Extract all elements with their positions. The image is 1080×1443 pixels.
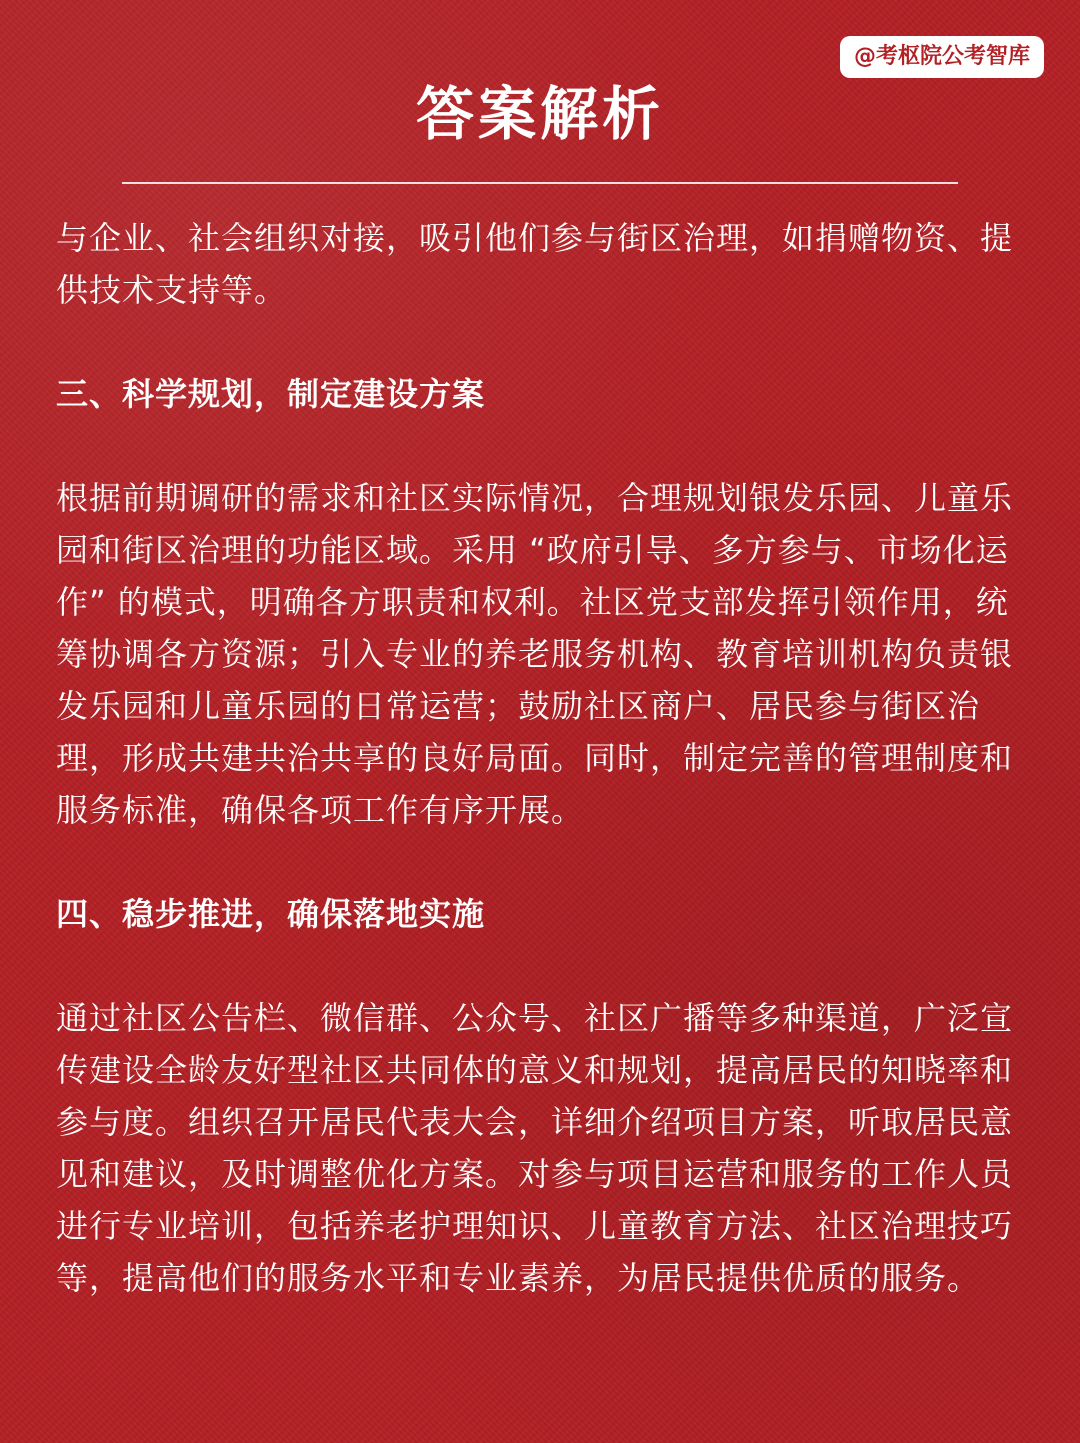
section-4-paragraph: 通过社区公告栏、微信群、公众号、社区广播等多种渠道，广泛宣传建设全龄友好型社区共同体的意义和规划，提高居民的知晓率和参与度。组织召开居民代表大会，详细介绍项目方案，听取居民意见和建议，及时调整优化方案。对参与项目运营和服务的工作人员进行专业培训，包括养老护理知识、儿童教育方法、社区治理技巧等，提高他们的服务水平和专业素养，为居民提供优质的服务。 (56, 999, 1014, 1297)
page-title: 答案解析 (415, 80, 664, 148)
section-3-paragraph: 根据前期调研的需求和社区实际情况，合理规划银发乐园、儿童乐园和街区治理的功能区域。采用 “政府引导、多方参与、市场化运作” 的模式，明确各方职责和权利。社区党支部发挥引领作用，统筹协调各方资源；引入专业的养老服务机构、教育培训机构负责银发乐园和儿童乐园的日常运营；鼓励社区商户、居民参与街区治理，形成共建共治共享的良好局面。同时，制定完善的管理制度和服务标准，确保各项工作有序开展。 (56, 479, 1014, 829)
spacer (56, 836, 1024, 888)
title-divider (122, 182, 958, 184)
spacer (56, 420, 1024, 472)
section-4-heading: 四、稳步推进，确保落地实施 (56, 895, 486, 933)
spacer (56, 316, 1024, 368)
article-body (56, 212, 1024, 1304)
spacer (56, 940, 1024, 992)
watermark-badge: @考枢院公考智库 (840, 36, 1044, 78)
intro-paragraph: 与企业、社会组织对接，吸引他们参与街区治理，如捐赠物资、提供技术支持等。 (56, 219, 1014, 309)
section-3-heading: 三、科学规划，制定建设方案 (56, 375, 486, 413)
